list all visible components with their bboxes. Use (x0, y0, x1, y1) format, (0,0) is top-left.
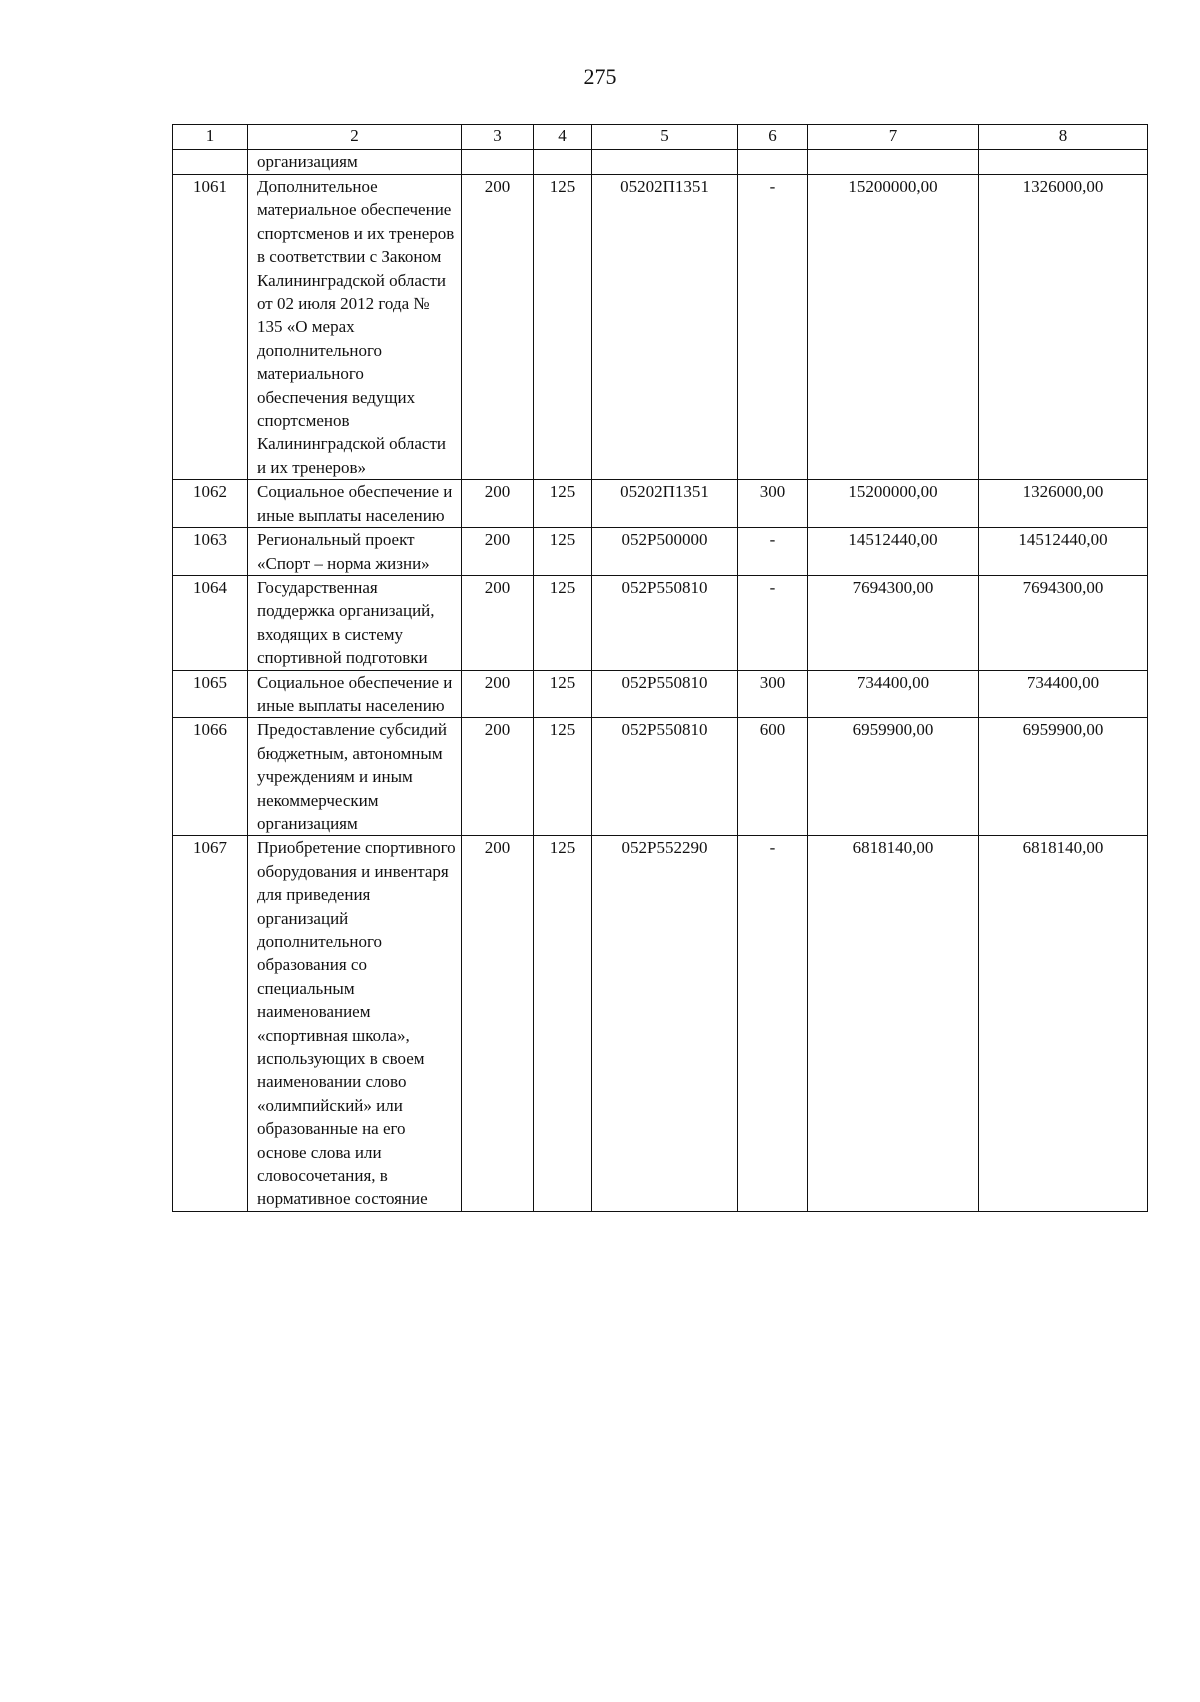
cell-num: 1064 (173, 575, 248, 670)
cell-c7: 734400,00 (808, 670, 979, 718)
cell-c8: 1326000,00 (979, 175, 1148, 480)
cell-c3 (462, 150, 534, 175)
cell-c4: 125 (534, 718, 592, 836)
cell-c5: 05202П1351 (592, 175, 738, 480)
cell-c3: 200 (462, 480, 534, 528)
cell-c6: - (738, 575, 808, 670)
header-cell-6: 6 (738, 125, 808, 150)
table-row (173, 575, 1148, 670)
cell-c5: 052Р550810 (592, 575, 738, 670)
table-row (173, 670, 1148, 718)
cell-c5: 052Р550810 (592, 670, 738, 718)
header-cell-7: 7 (808, 125, 979, 150)
continuation-row (173, 150, 1148, 175)
header-cell-8: 8 (979, 125, 1148, 150)
cell-name: Предоставление субсидий бюджетным, автономным учреждениям и иным некоммерческим организациям (248, 718, 462, 836)
cell-name: Приобретение спортивного оборудования и инвентаря для приведения организаций дополнительного образования со специальным наименованием «спортивная школа», использующих в своем наименовании слово «олимпийский» или образованные на его основе слова или словосочетания, в нормативное состояние (248, 836, 462, 1212)
header-cell-4: 4 (534, 125, 592, 150)
cell-c3: 200 (462, 718, 534, 836)
cell-num: 1061 (173, 175, 248, 480)
cell-c3: 200 (462, 836, 534, 1212)
cell-c4: 125 (534, 836, 592, 1212)
cell-c8: 6818140,00 (979, 836, 1148, 1212)
cell-c6: - (738, 528, 808, 576)
cell-c4: 125 (534, 575, 592, 670)
header-cell-2: 2 (248, 125, 462, 150)
cell-c5: 05202П1351 (592, 480, 738, 528)
cell-num: 1062 (173, 480, 248, 528)
cell-c6 (738, 150, 808, 175)
cell-c3: 200 (462, 670, 534, 718)
page-number: 275 (583, 64, 617, 89)
cell-c5 (592, 150, 738, 175)
cell-name: Региональный проект «Спорт – норма жизни» (248, 528, 462, 576)
cell-c8: 14512440,00 (979, 528, 1148, 576)
table-row (173, 528, 1148, 576)
cell-c3: 200 (462, 175, 534, 480)
cell-c7: 15200000,00 (808, 480, 979, 528)
cell-c4: 125 (534, 175, 592, 480)
cell-c8 (979, 150, 1148, 175)
cell-c6: - (738, 836, 808, 1212)
cell-num (173, 150, 248, 175)
cell-c7: 14512440,00 (808, 528, 979, 576)
header-row (173, 125, 1148, 150)
cell-c4: 125 (534, 480, 592, 528)
cell-name: Социальное обеспечение и иные выплаты населению (248, 480, 462, 528)
cell-c7: 15200000,00 (808, 175, 979, 480)
cell-c5: 052Р550810 (592, 718, 738, 836)
table-row (173, 480, 1148, 528)
cell-c7: 6818140,00 (808, 836, 979, 1212)
header-cell-1: 1 (173, 125, 248, 150)
cell-c3: 200 (462, 575, 534, 670)
cell-c8: 7694300,00 (979, 575, 1148, 670)
cell-name: организациям (248, 150, 462, 175)
cell-c7: 6959900,00 (808, 718, 979, 836)
cell-name: Дополнительное материальное обеспечение спортсменов и их тренеров в соответствии с Законом Калининградской области от 02 июля 2012 года № 135 «О мерах дополнительного материального обеспечения ведущих спортсменов Калининградской области и их тренеров» (248, 175, 462, 480)
cell-c4: 125 (534, 670, 592, 718)
budget-table (172, 124, 1148, 1212)
table-row (173, 175, 1148, 480)
cell-num: 1066 (173, 718, 248, 836)
cell-c6: 600 (738, 718, 808, 836)
cell-name: Государственная поддержка организаций, входящих в систему спортивной подготовки (248, 575, 462, 670)
table-row (173, 718, 1148, 836)
cell-c8: 734400,00 (979, 670, 1148, 718)
header-cell-3: 3 (462, 125, 534, 150)
cell-name: Социальное обеспечение и иные выплаты населению (248, 670, 462, 718)
cell-c6: - (738, 175, 808, 480)
cell-c7: 7694300,00 (808, 575, 979, 670)
cell-c5: 052Р552290 (592, 836, 738, 1212)
cell-c6: 300 (738, 670, 808, 718)
cell-c7 (808, 150, 979, 175)
cell-c6: 300 (738, 480, 808, 528)
cell-c8: 1326000,00 (979, 480, 1148, 528)
cell-c4: 125 (534, 528, 592, 576)
cell-c4 (534, 150, 592, 175)
cell-num: 1065 (173, 670, 248, 718)
header-cell-5: 5 (592, 125, 738, 150)
cell-c8: 6959900,00 (979, 718, 1148, 836)
cell-num: 1063 (173, 528, 248, 576)
table-row (173, 836, 1148, 1212)
cell-c5: 052Р500000 (592, 528, 738, 576)
cell-num: 1067 (173, 836, 248, 1212)
cell-c3: 200 (462, 528, 534, 576)
